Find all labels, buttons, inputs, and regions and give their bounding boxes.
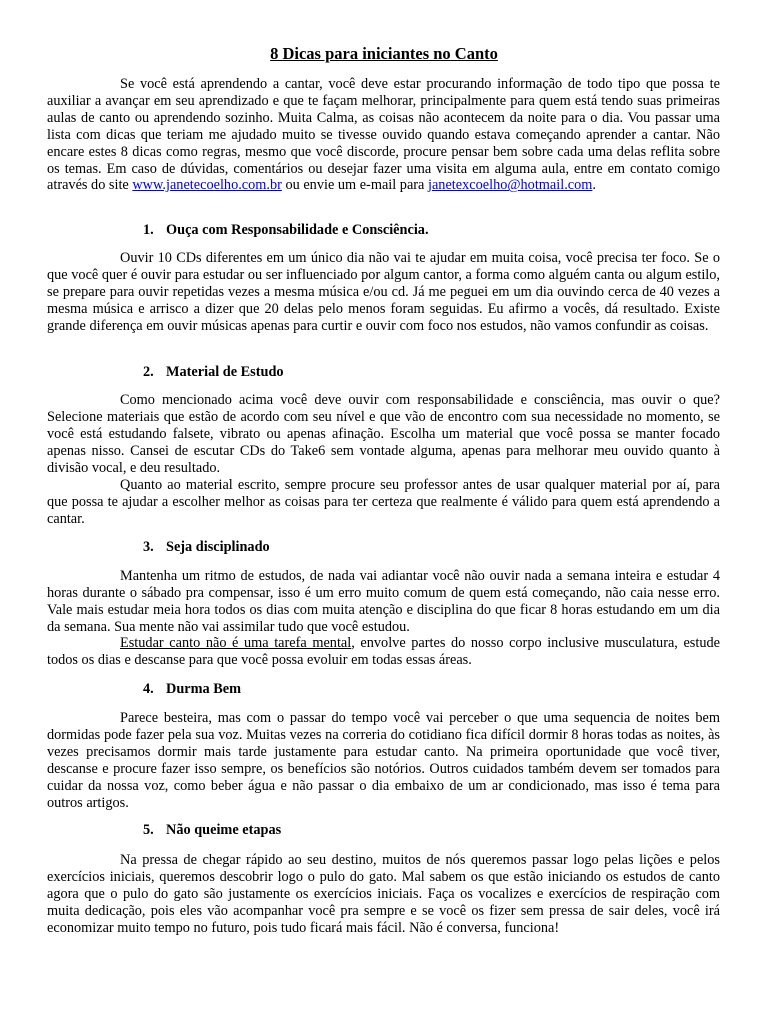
intro-text-end: . xyxy=(592,177,596,194)
page-title: 8 Dicas para iniciantes no Canto xyxy=(270,44,498,63)
intro-text: Se você está aprendendo a cantar, você deve estar procurando informação de todo tipo que possa te auxiliar a avançar em seu aprendizado e que te façam melhorar, principalmente para quem está tendo suas primeiras aulas de canto ou aprendendo sozinho. Muita Calma, as coisas não acontecem da noite para o dia. Vou passar uma lista com dicas que teriam me ajudado muito se tivesse ouvido quando estava começando aprender a cantar. Não encare estes 8 dicas como regras, mesmo que você discorde, procure pensar bem sobre cada uma delas reflita sobre os temas. Em caso de dúvidas, comentários ou desejar fazer uma visita em alguma aula, entre em contato comigo através do site xyxy=(47,76,720,194)
section-1-paragraph: Ouvir 10 CDs diferentes em um único dia não vai te ajudar em muita coisa, você precisa ter foco. Se o que você quer é ouvir para estudar ou ser influenciado por algum cantor, a forma como alguém canta ou algum estilo, se prepare para ouvir repetidas vezes a mesma música e/ou cd. Já me peguei em um dia ouvindo cerca de 40 vezes a mesma música e arrisco a dizer que 20 delas pelo menos foram seguidas. Eu afirmo a vocês, dá resultado. Existe grande diferença em ouvir músicas apenas para curtir e ouvir com foco nos estudos, não vamos confundir as coisas. xyxy=(47,250,720,334)
section-heading-1 xyxy=(143,222,429,239)
underlined-phrase: Estudar canto não é uma tarefa mental xyxy=(120,635,352,651)
site-link[interactable]: www.janetecoelho.com.br xyxy=(132,177,282,194)
section-title: Ouça com Responsabilidade e Consciência. xyxy=(166,222,429,238)
section-title: Seja disciplinado xyxy=(166,539,270,555)
intro-text-between: ou envie um e-mail para xyxy=(281,177,428,194)
section-title: Não queime etapas xyxy=(166,822,282,838)
section-number: 1. xyxy=(143,222,154,238)
section-heading-2 xyxy=(143,364,284,381)
intro-paragraph xyxy=(47,76,720,194)
section-2-paragraph-1: Como mencionado acima você deve ouvir com responsabilidade e consciência, mas ouvir o que? Selecione materiais que estão de acordo com seu nível e que vão de encontro com sua necessidade no momento, se você está estudando falsete, vibrato ou apenas afinação. Escolha um material que você possa se manter focado apenas nisso. Cansei de escutar CDs do Take6 sem vontade alguma, apenas para melhorar meu ouvido quanto à divisão vocal, e deu resultado. xyxy=(47,392,720,476)
section-number: 3. xyxy=(143,539,154,555)
section-number: 2. xyxy=(143,364,154,380)
section-title: Material de Estudo xyxy=(166,364,284,380)
section-4-paragraph: Parece besteira, mas com o passar do tempo você vai perceber o que uma sequencia de noites bem dormidas pode fazer pela sua voz. Muitas vezes na correria do cotidiano fica difícil dormir 8 horas todas as noites, às vezes precisamos dormir mais tarde justamente para estudar canto. Na primeira oportunidade que você tiver, descanse e procure fazer isso sempre, os benefícios são notórios. Outros cuidados também devem ser tomados para cuidar da nossa voz, como beber água e não passar o dia embaixo de um ar condicionado, mas isso é tema para outros artigos. xyxy=(47,710,720,811)
section-5-paragraph: Na pressa de chegar rápido ao seu destino, muitos de nós queremos passar logo pelas lições e pelos exercícios iniciais, queremos descobrir logo o pulo do gato. Mal sabem os que estão iniciando os estudos de canto agora que o pulo do gato são justamente os exercícios iniciais. Faça os vocalizes e exercícios de respiração com muita dedicação, pois eles vão acompanhar você pra sempre e se você os fizer sem pressa de sair deles, você irá economizar muito tempo no futuro, pois tudo ficará mais fácil. Não é conversa, funciona! xyxy=(47,852,720,936)
section-2-paragraph-2: Quanto ao material escrito, sempre procure seu professor antes de usar qualquer material por aí, para que possa te ajudar a escolher melhor as coisas para ter certeza que realmente é válido para quem está aprendendo a cantar. xyxy=(47,477,720,527)
section-3-paragraph-2 xyxy=(47,635,720,669)
email-link[interactable]: janetexcoelho@hotmail.com xyxy=(427,177,593,194)
section-3-text: , envolve partes do nosso corpo inclusive musculatura, estude todos os dias e descanse para que você possa evoluir em todas essas áreas. xyxy=(47,635,720,668)
section-number: 4. xyxy=(143,681,154,697)
section-heading-5 xyxy=(143,822,281,839)
section-number: 5. xyxy=(143,822,154,838)
section-heading-4 xyxy=(143,681,241,698)
section-3-paragraph-1: Mantenha um ritmo de estudos, de nada vai adiantar você não ouvir nada a semana inteira e estudar 4 horas durante o sábado pra compensar, isso é um erro muito comum de quem está começando, não caia nesse erro. Vale mais estudar meia hora todos os dias com muita atenção e disciplina do que ficar 8 horas estudando em um dia da semana. Sua mente não vai assimilar tudo que você estudou. xyxy=(47,568,720,635)
section-heading-3 xyxy=(143,539,270,556)
section-title: Durma Bem xyxy=(166,681,242,697)
